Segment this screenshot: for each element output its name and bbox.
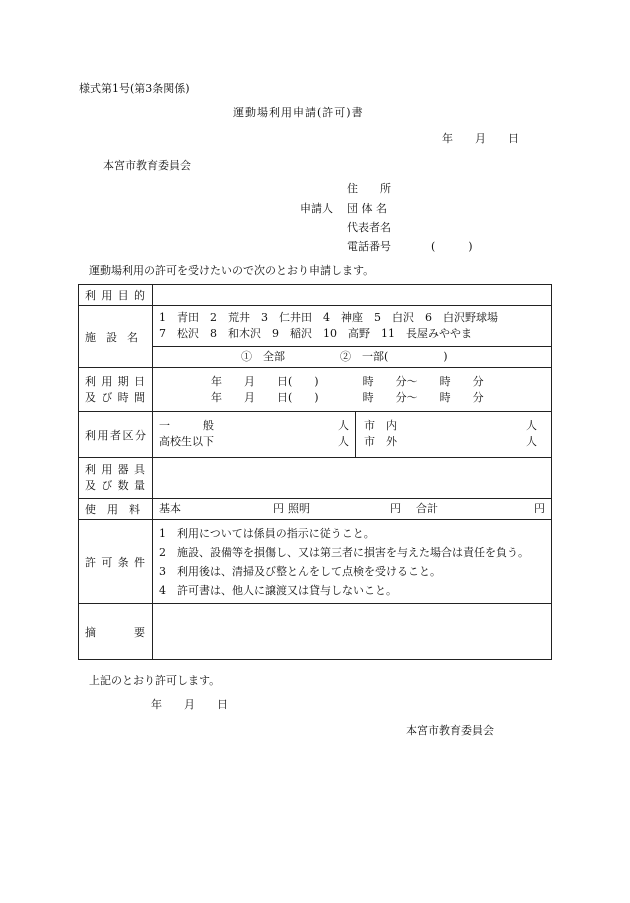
fee-basic-label: 基本 [159,502,181,515]
condition-item: 1 利用については係員の指示に従うこと。 [159,526,375,540]
form-number: 様式第1号(第3条関係) [79,82,190,95]
period-label-line-2: 及び時間 [85,390,146,404]
condition-item: 3 利用後は、清掃及び整とんをして点検を受けること。 [159,564,441,578]
applicant-address-label: 住 所 [347,182,391,195]
users-student-label: 高校生以下 [159,435,214,448]
users-out-city-unit: 人 [526,435,537,448]
remarks-row [79,604,552,660]
period-field[interactable] [153,368,552,412]
conditions-row [79,520,552,604]
equipment-label [79,458,153,499]
facility-list-line-1: 1 青田 2 荒井 3 仁井田 4 神座 5 白沢 6 白沢野球場 [159,310,498,324]
permit-date: 年 月 日 [151,698,228,711]
users-left [153,412,356,457]
purpose-label: 利用目的 [79,285,153,306]
equipment-field[interactable] [153,458,552,499]
period-label-line-1: 利用期日 [85,374,146,388]
users-student-row [159,434,349,450]
equipment-row [79,458,552,499]
users-right [356,412,551,457]
users-out-city-row [364,434,537,450]
condition-item: 2 施設、設備等を損傷し、又は第三者に損害を与えた場合は責任を負う。 [159,545,529,559]
applicant-representative-label: 代表者名 [347,221,391,234]
facility-cell [153,306,552,368]
intro-text: 運動場利用の許可を受けたいので次のとおり申請します。 [89,264,375,277]
users-general-unit: 人 [338,419,349,432]
fee-label: 使用料 [79,499,153,520]
period-label [79,368,153,412]
issuer: 本宮市教育委員会 [406,724,494,737]
users-in-city-unit: 人 [526,419,537,432]
applicant-label: 申請人 [300,202,333,215]
fee-row [79,499,552,520]
application-table [78,284,552,660]
users-in-city-label: 市 内 [364,419,397,432]
permit-text: 上記のとおり許可します。 [89,674,221,687]
users-general-row [159,418,349,434]
fee-cell [153,499,552,520]
users-row [79,412,552,458]
users-general-label: 一 般 [159,419,214,432]
facility-scope: ① 全部 ② 一部( ) [241,349,448,363]
addressee: 本宮市教育委員会 [103,159,191,172]
period-row [79,368,552,412]
form-title: 運動場利用申請(許可)書 [233,106,364,119]
period-line-1: 年 月 日( ) 時 分～ 時 分 [211,374,484,388]
conditions-label: 許可条件 [79,520,153,604]
facility-list-line-2: 7 松沢 8 和木沢 9 稲沢 10 高野 11 長屋みややま [159,326,472,340]
fee-total-yen: 円 [534,502,545,515]
users-cell [153,412,552,458]
condition-item: 4 許可書は、他人に譲渡又は貸与しないこと。 [159,583,397,597]
users-out-city-label: 市 外 [364,435,397,448]
applicant-phone-parens: ( ) [431,240,473,253]
remarks-field[interactable] [153,604,552,660]
fee-light-yen: 円 [390,502,401,515]
users-student-unit: 人 [338,435,349,448]
remarks-label: 摘要 [79,604,153,660]
users-label: 利用者区分 [79,412,153,458]
equipment-label-line-2: 及び数量 [85,479,146,492]
fee-light-label: 照明 [288,502,310,515]
application-date: 年 月 日 [442,132,519,145]
fee-basic-yen: 円 [273,502,284,515]
fee-total-label: 合計 [416,502,438,515]
users-in-city-row [364,418,537,434]
purpose-row [79,285,552,306]
equipment-label-line-1: 利用器具 [85,463,146,476]
applicant-phone-label: 電話番号 [347,240,391,253]
facility-label: 施設名 [79,306,153,368]
purpose-field[interactable] [153,285,552,306]
conditions-cell [153,520,552,604]
applicant-group-label: 団 体 名 [347,202,387,215]
facility-row [79,306,552,368]
period-line-2: 年 月 日( ) 時 分～ 時 分 [211,390,484,404]
